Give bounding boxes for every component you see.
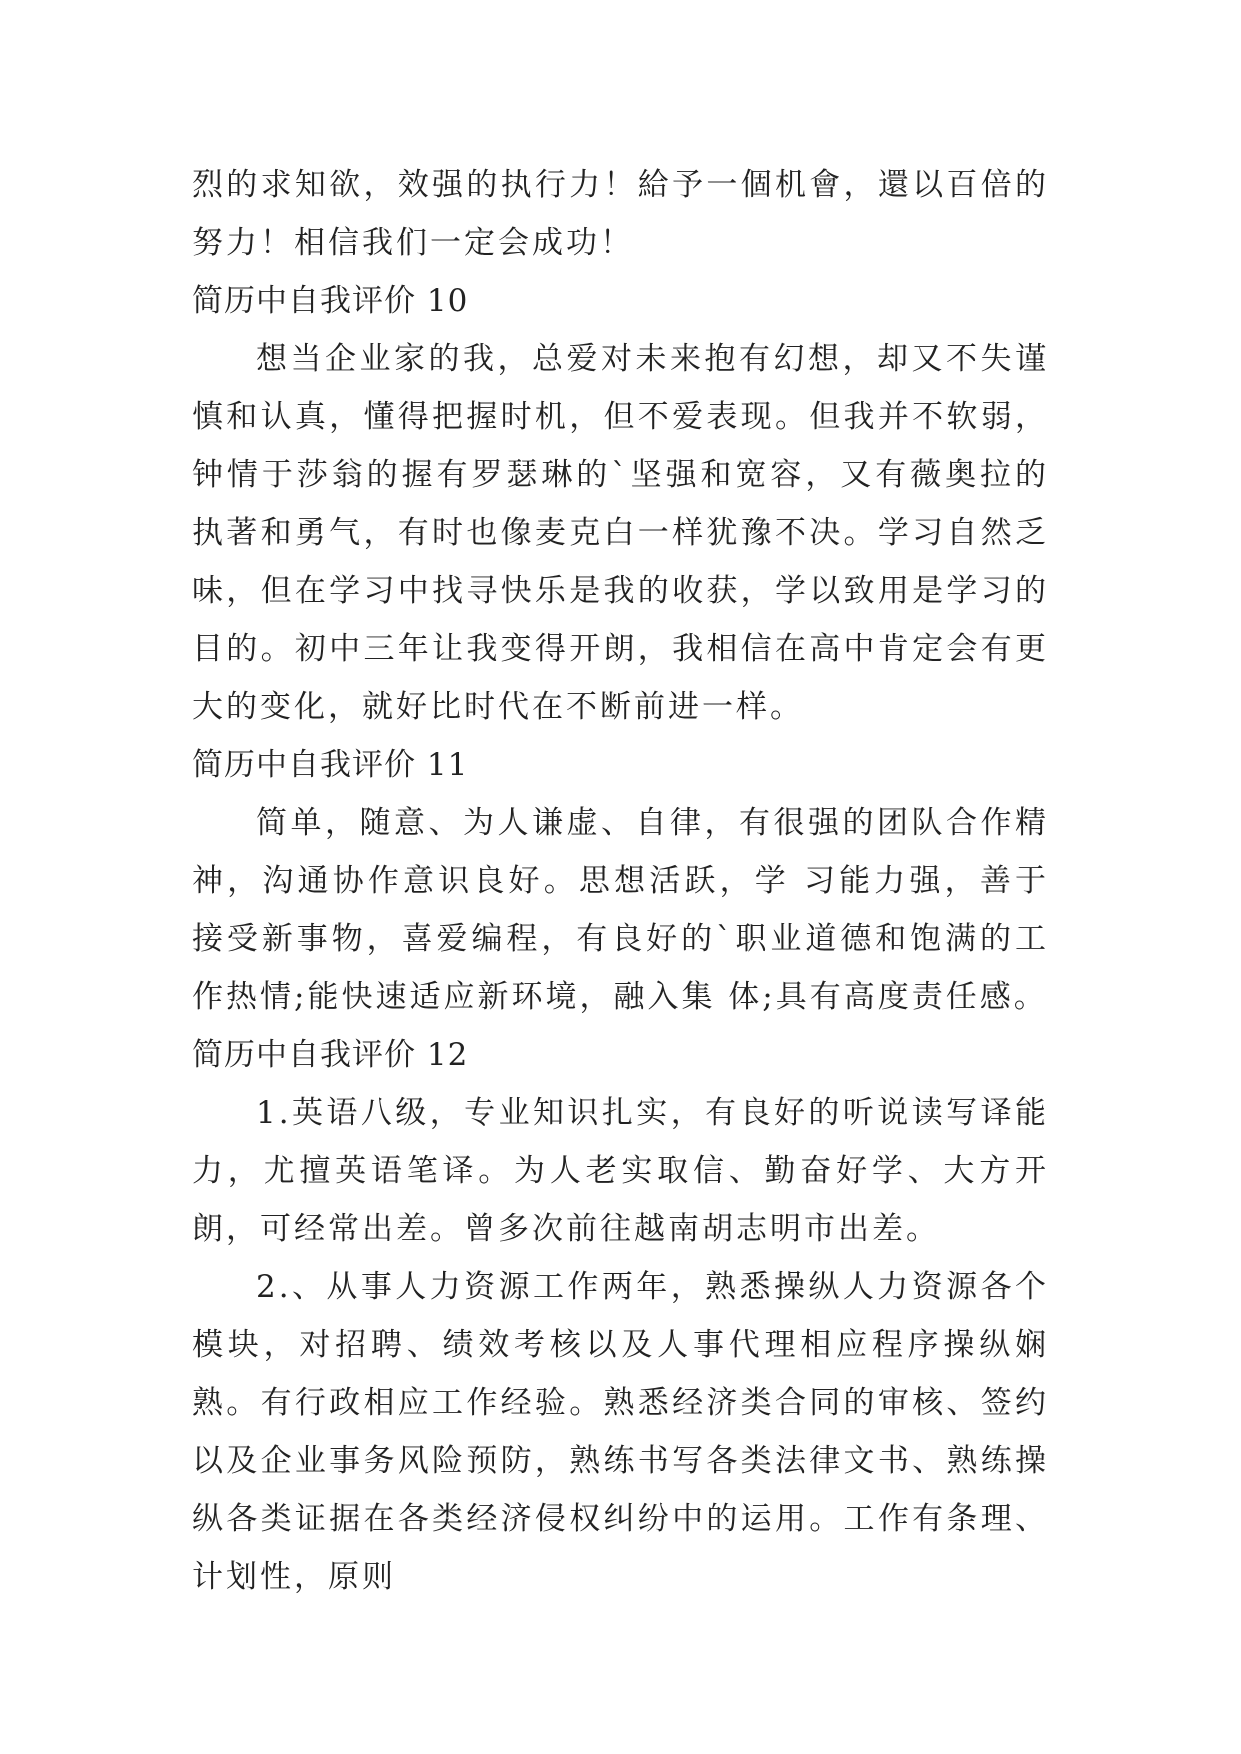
section-heading-11: 简历中自我评价 11 — [192, 747, 469, 783]
section-12-paragraph-1: 1.英语八级，专业知识扎实，有良好的听说读写译能力，尤擅英语笔译。为人老实取信、勤奋好学、大方开朗，可经常出差。曾多次前往越南胡志明市出差。 — [192, 1095, 1049, 1247]
section-12-paragraph-2: 2.、从事人力资源工作两年，熟悉操纵人力资源各个模块，对招聘、绩效考核以及人事代理相应程序操纵娴熟。有行政相应工作经验。熟悉经济类合同的审核、签约以及企业事务风险预防，熟练书写各类法律文书、熟练操纵各类证据在各类经济侵权纠纷中的运用。工作有条理、计划性，原则 — [192, 1269, 1049, 1595]
section-heading-12: 简历中自我评价 12 — [192, 1037, 469, 1073]
lead-paragraph: 烈的求知欲，效强的执行力！給予一個机會，還以百倍的努力！相信我们一定会成功！ — [192, 167, 1049, 261]
section-11-paragraph: 简单，随意、为人谦虚、自律，有很强的团队合作精神，沟通协作意识良好。思想活跃，学 习能力强，善于接受新事物，喜爱编程，有良好的`职业道德和饱满的工作热情;能快速适应新环境，融入集 体;具有高度责任感。 — [192, 805, 1049, 1015]
section-heading-10: 简历中自我评价 10 — [192, 283, 469, 319]
section-10-paragraph: 想当企业家的我，总爱对未来抱有幻想，却又不失谨慎和认真，懂得把握时机，但不爱表现。但我并不软弱，钟情于莎翁的握有罗瑟琳的`坚强和宽容，又有薇奥拉的执著和勇气，有时也像麦克白一样犹豫不决。学习自然乏味，但在学习中找寻快乐是我的收获，学以致用是学习的目的。初中三年让我变得开朗，我相信在高中肯定会有更大的变化，就好比时代在不断前进一样。 — [192, 341, 1049, 725]
text-column — [192, 156, 1049, 1606]
